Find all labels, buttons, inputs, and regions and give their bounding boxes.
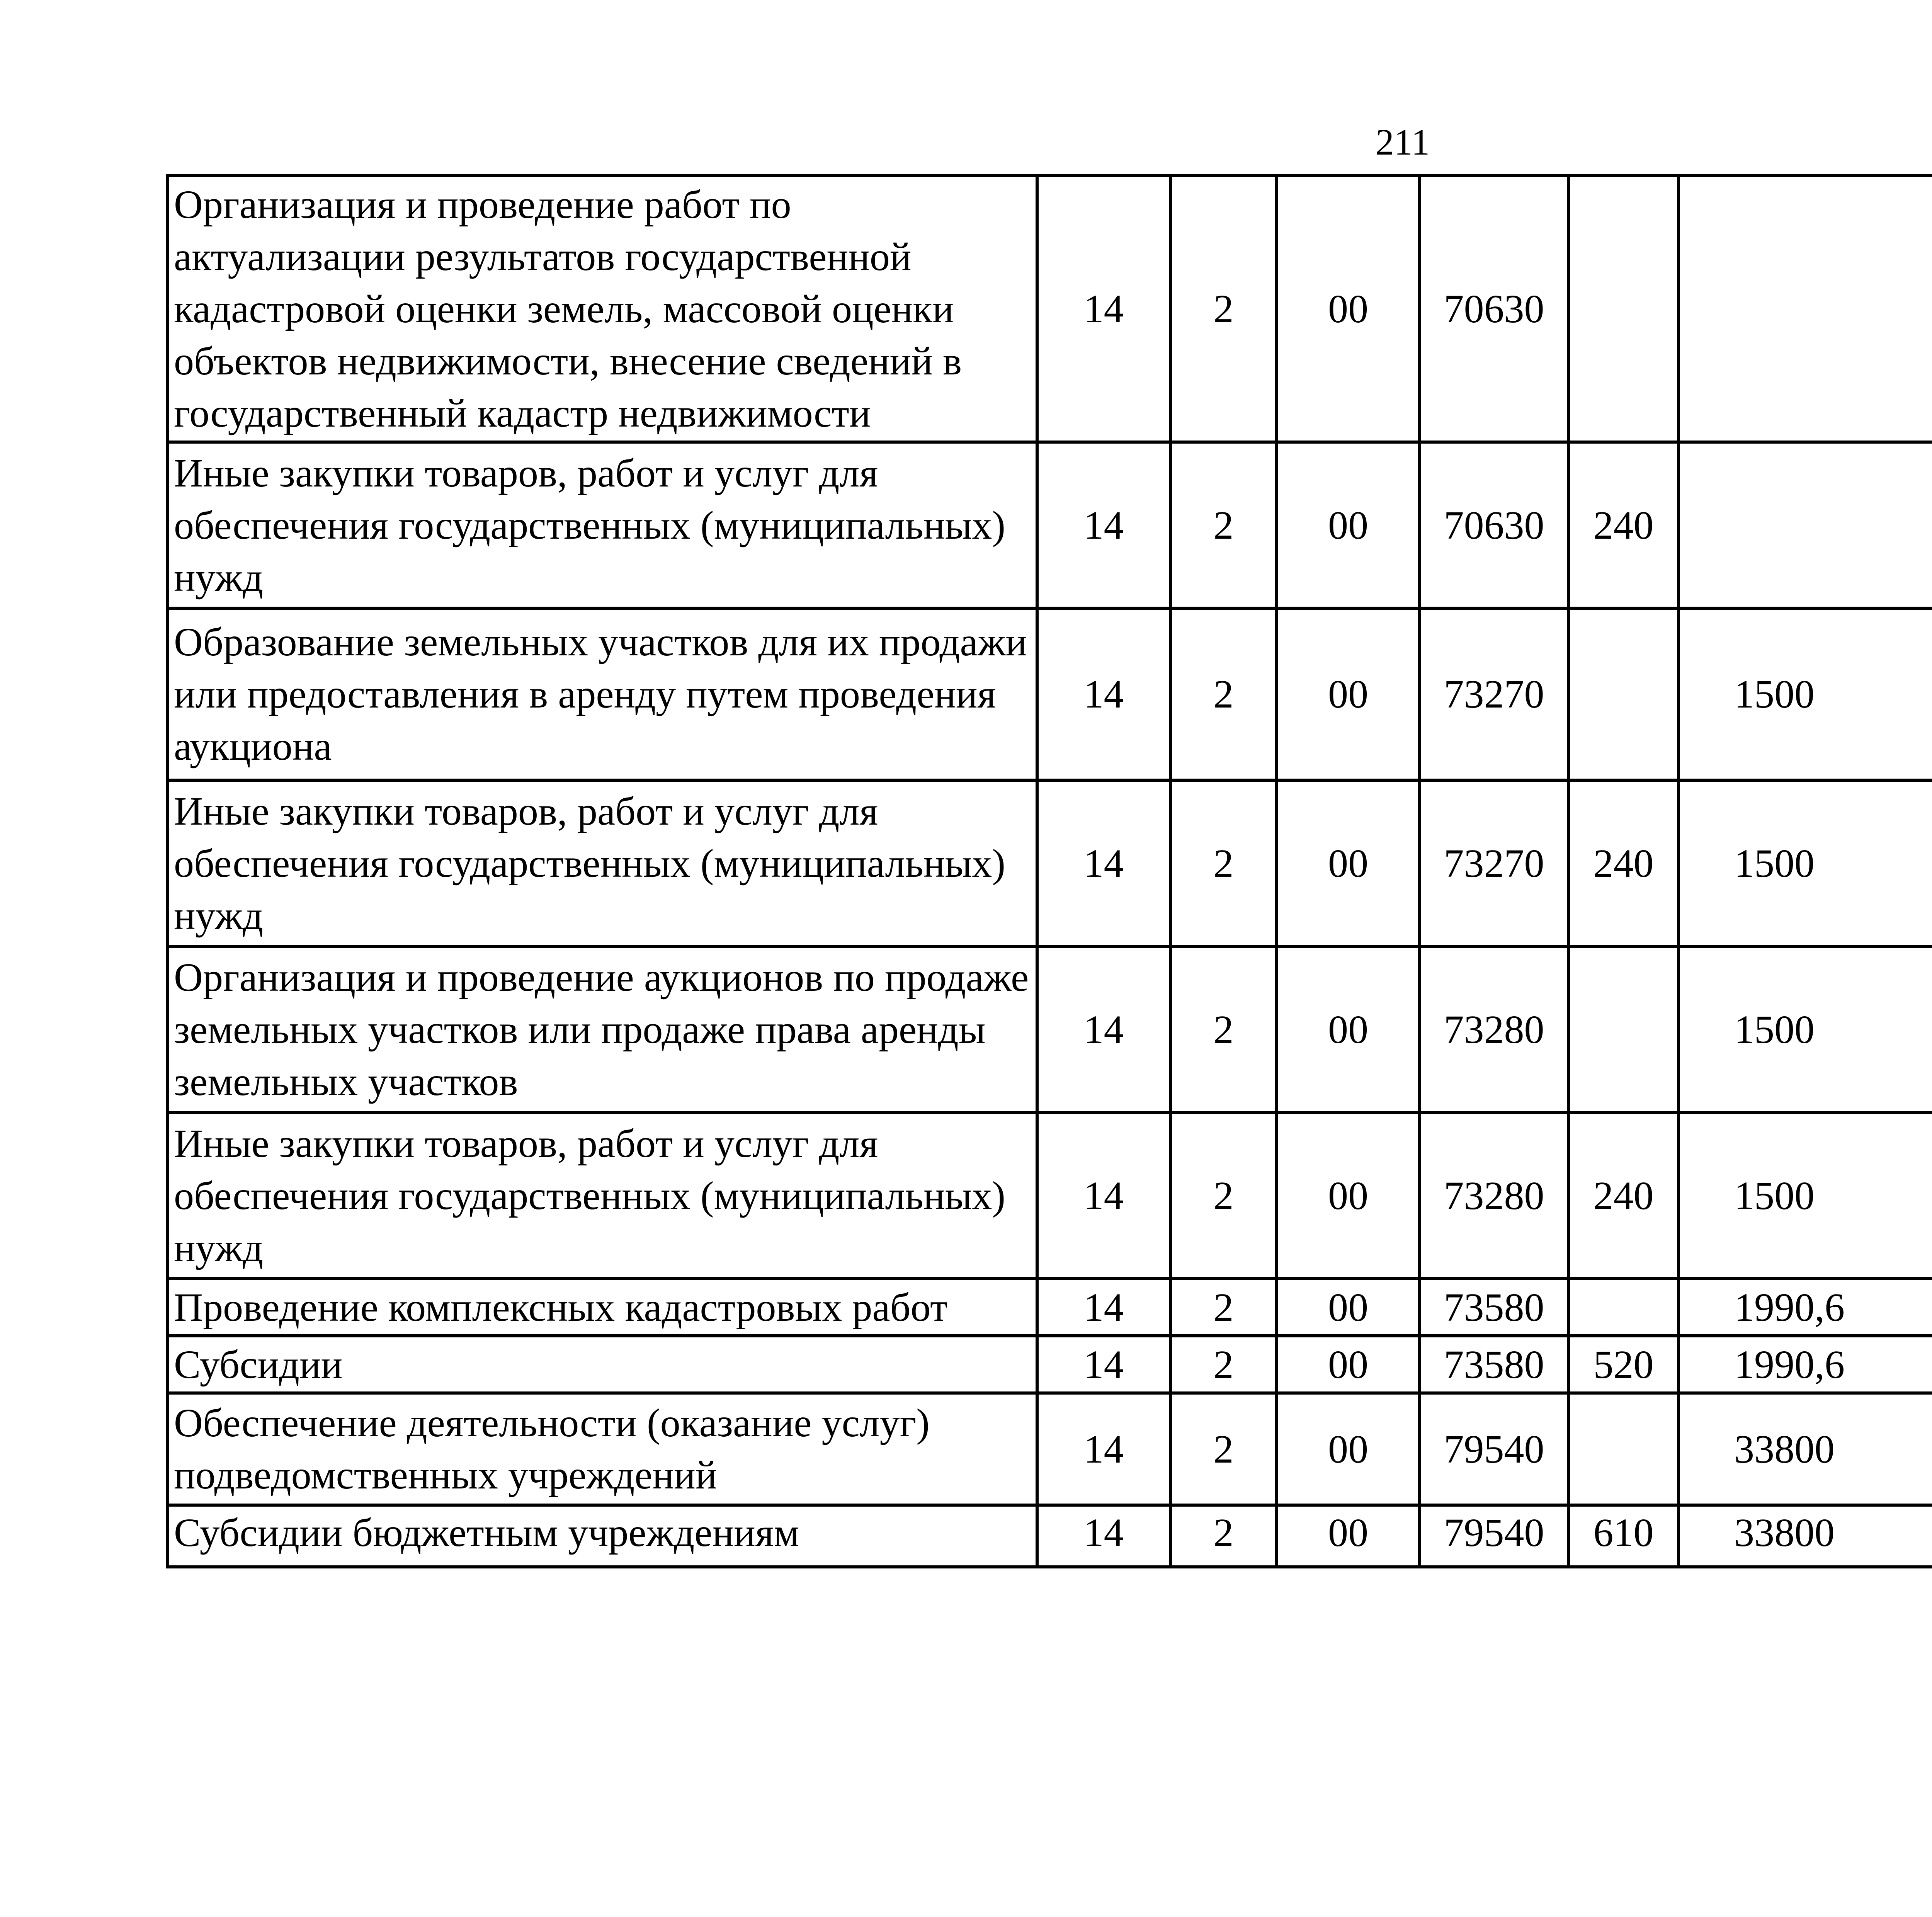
expense-type-cell	[1568, 175, 1679, 442]
table-row	[168, 1505, 1932, 1567]
section-cell: 14	[1037, 1112, 1170, 1279]
section-cell: 14	[1037, 780, 1170, 946]
subsection-cell: 2	[1170, 1336, 1277, 1393]
section-cell: 14	[1037, 1393, 1170, 1505]
target-item-cell: 73280	[1420, 1112, 1568, 1279]
amount-1-cell	[1679, 175, 1932, 442]
table-row	[168, 442, 1932, 608]
program-cell: 00	[1277, 780, 1420, 946]
amount-1-cell: 33800	[1679, 1505, 1932, 1567]
section-cell: 14	[1037, 946, 1170, 1112]
program-cell: 00	[1277, 1112, 1420, 1279]
subsection-cell: 2	[1170, 175, 1277, 442]
description-cell: Иные закупки товаров, работ и услуг для обеспечения государственных (муниципальных) нужд	[168, 780, 1037, 946]
expense-type-cell: 520	[1568, 1336, 1679, 1393]
target-item-cell: 79540	[1420, 1505, 1568, 1567]
target-item-cell: 70630	[1420, 442, 1568, 608]
table-row	[168, 608, 1932, 780]
description-cell: Образование земельных участков для их продажи или предоставления в аренду путем проведения аукциона	[168, 608, 1037, 780]
page-number: 211	[1375, 121, 1430, 163]
expense-type-cell: 240	[1568, 780, 1679, 946]
table-row	[168, 1393, 1932, 1505]
subsection-cell: 2	[1170, 1505, 1277, 1567]
program-cell: 00	[1277, 1505, 1420, 1567]
description-cell: Обеспечение деятельности (оказание услуг) подведомственных учреждений	[168, 1393, 1037, 1505]
program-cell: 00	[1277, 442, 1420, 608]
expense-type-cell: 240	[1568, 442, 1679, 608]
expense-type-cell: 610	[1568, 1505, 1679, 1567]
table-row	[168, 175, 1932, 442]
amount-1-cell: 1500	[1679, 946, 1932, 1112]
target-item-cell: 70630	[1420, 175, 1568, 442]
table-row	[168, 946, 1932, 1112]
target-item-cell: 73580	[1420, 1336, 1568, 1393]
amount-1-cell: 1500	[1679, 1112, 1932, 1279]
section-cell: 14	[1037, 608, 1170, 780]
subsection-cell: 2	[1170, 1279, 1277, 1336]
description-cell: Субсидии бюджетным учреждениям	[168, 1505, 1037, 1567]
description-cell: Иные закупки товаров, работ и услуг для обеспечения государственных (муниципальных) нужд	[168, 1112, 1037, 1279]
table-row	[168, 1336, 1932, 1393]
subsection-cell: 2	[1170, 442, 1277, 608]
program-cell: 00	[1277, 946, 1420, 1112]
expense-type-cell: 240	[1568, 1112, 1679, 1279]
table-row	[168, 1279, 1932, 1336]
amount-1-cell: 1500	[1679, 608, 1932, 780]
program-cell: 00	[1277, 1336, 1420, 1393]
target-item-cell: 73280	[1420, 946, 1568, 1112]
expense-type-cell	[1568, 946, 1679, 1112]
section-cell: 14	[1037, 1279, 1170, 1336]
program-cell: 00	[1277, 608, 1420, 780]
subsection-cell: 2	[1170, 1393, 1277, 1505]
expense-type-cell	[1568, 1279, 1679, 1336]
amount-1-cell: 1500	[1679, 780, 1932, 946]
program-cell: 00	[1277, 175, 1420, 442]
table-row	[168, 780, 1932, 946]
budget-table-body	[168, 175, 1932, 1567]
amount-1-cell: 1990,6	[1679, 1336, 1932, 1393]
program-cell: 00	[1277, 1279, 1420, 1336]
target-item-cell: 73270	[1420, 608, 1568, 780]
table-row	[168, 1112, 1932, 1279]
description-cell: Организация и проведение аукционов по продаже земельных участков или продаже права аренды земельных участков	[168, 946, 1037, 1112]
amount-1-cell	[1679, 442, 1932, 608]
subsection-cell: 2	[1170, 1112, 1277, 1279]
description-cell: Иные закупки товаров, работ и услуг для обеспечения государственных (муниципальных) нужд	[168, 442, 1037, 608]
section-cell: 14	[1037, 1505, 1170, 1567]
expense-type-cell	[1568, 1393, 1679, 1505]
subsection-cell: 2	[1170, 946, 1277, 1112]
description-cell: Субсидии	[168, 1336, 1037, 1393]
target-item-cell: 73580	[1420, 1279, 1568, 1336]
amount-1-cell: 33800	[1679, 1393, 1932, 1505]
target-item-cell: 79540	[1420, 1393, 1568, 1505]
expense-type-cell	[1568, 608, 1679, 780]
section-cell: 14	[1037, 175, 1170, 442]
subsection-cell: 2	[1170, 780, 1277, 946]
program-cell: 00	[1277, 1393, 1420, 1505]
subsection-cell: 2	[1170, 608, 1277, 780]
description-cell: Проведение комплексных кадастровых работ	[168, 1279, 1037, 1336]
section-cell: 14	[1037, 1336, 1170, 1393]
section-cell: 14	[1037, 442, 1170, 608]
description-cell: Организация и проведение работ по актуализации результатов государственной кадастровой оценки земель, массовой оценки объектов недвижимости, внесение сведений в государственный кадастр недвижимости	[168, 175, 1037, 442]
amount-1-cell: 1990,6	[1679, 1279, 1932, 1336]
budget-table	[166, 174, 1932, 1568]
target-item-cell: 73270	[1420, 780, 1568, 946]
